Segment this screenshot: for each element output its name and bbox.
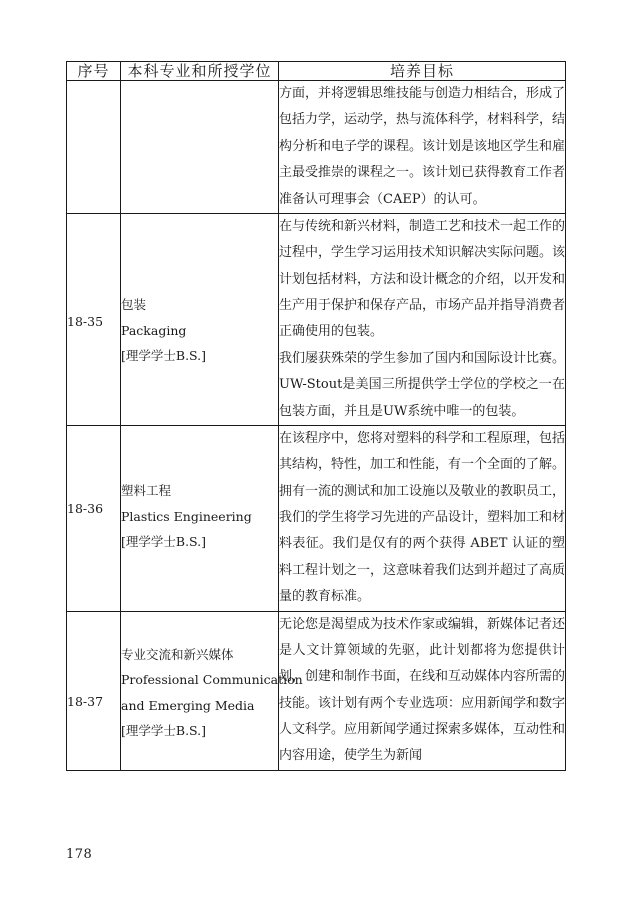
row-major-cell [121, 611, 303, 770]
row-goal-cell [279, 425, 566, 611]
column-header-goal: 培养目标 [279, 62, 566, 81]
page-number: 178 [66, 847, 93, 862]
row-goal-cell [279, 213, 566, 425]
goal-paragraph: 我们屡获殊荣的学生参加了国内和国际设计比赛。UW-Stout是美国三所提供学士学位的学校之一在包装方面，并且是UW系统中唯一的包装。 [279, 350, 566, 419]
programs-table [66, 61, 566, 771]
row-goal-cell [279, 81, 566, 214]
table-row [67, 81, 566, 214]
major-degree: [理学学士B.S.] [121, 348, 207, 364]
major-name-cn: 专业交流和新兴媒体 [121, 646, 234, 662]
programs-table-container [66, 61, 565, 771]
column-header-index: 序号 [67, 62, 121, 81]
goal-paragraph: 方面，并将逻辑思维技能与创造力相结合，形成了包括力学，运动学，热与流体科学，材料科学，结构分析和电子学的课程。该计划是该地区学生和雇主最受推崇的课程之一。该计划已获得教育工作者准备认可理事会（CAEP）的认可。 [279, 86, 566, 207]
major-name-cn: 塑料工程 [121, 482, 172, 498]
row-index-cell: 18-37 [67, 611, 121, 770]
column-header-major: 本科专业和所授学位 [121, 62, 279, 81]
major-degree: [理学学士B.S.] [121, 534, 207, 550]
goal-paragraph: 无论您是渴望成为技术作家或编辑，新媒体记者还是人文计算领域的先驱，此计划都将为您提供计划，创建和制作书面，在线和互动媒体内容所需的技能。该计划有两个专业选项：应用新闻学和数字人文科学。应用新闻学通过探索多媒体，互动性和内容用途，使学生为新闻 [279, 616, 566, 764]
row-index-cell [67, 81, 121, 214]
goal-paragraph: 在与传统和新兴材料，制造工艺和技术一起工作的过程中，学生学习运用技术知识解决实际问题。该计划包括材料，方法和设计概念的介绍，以开发和生产用于保护和保存产品，市场产品并指导消费者正确使用的包装。 [279, 218, 566, 340]
table-row [67, 425, 566, 611]
table-header-row [67, 62, 566, 81]
major-name-en: Packaging [121, 322, 187, 338]
row-index-cell: 18-36 [67, 425, 121, 611]
table-row [67, 611, 566, 770]
row-index-cell: 18-35 [67, 213, 121, 425]
major-degree: [理学学士B.S.] [121, 723, 207, 739]
major-name-en-cont: and Emerging Media [121, 697, 255, 713]
row-major-cell [121, 81, 279, 214]
row-major-cell [121, 213, 279, 425]
table-row [67, 213, 566, 425]
row-major-cell [121, 425, 279, 611]
major-name-cn: 包装 [121, 296, 147, 312]
row-goal-cell [279, 611, 566, 770]
goal-paragraph: 在该程序中，您将对塑料的科学和工程原理，包括其结构，特性，加工和性能，有一个全面的了解。拥有一流的测试和加工设施以及敬业的教职员工，我们的学生将学习先进的产品设计，塑料加工和材料表征。我们是仅有的两个获得 ABET 认证的塑料工程计划之一，这意味着我们达到并超过了高质量的教育标准。 [279, 430, 566, 605]
major-name-en: Plastics Engineering [121, 508, 252, 524]
major-name-en: Professional Communication [121, 672, 303, 688]
